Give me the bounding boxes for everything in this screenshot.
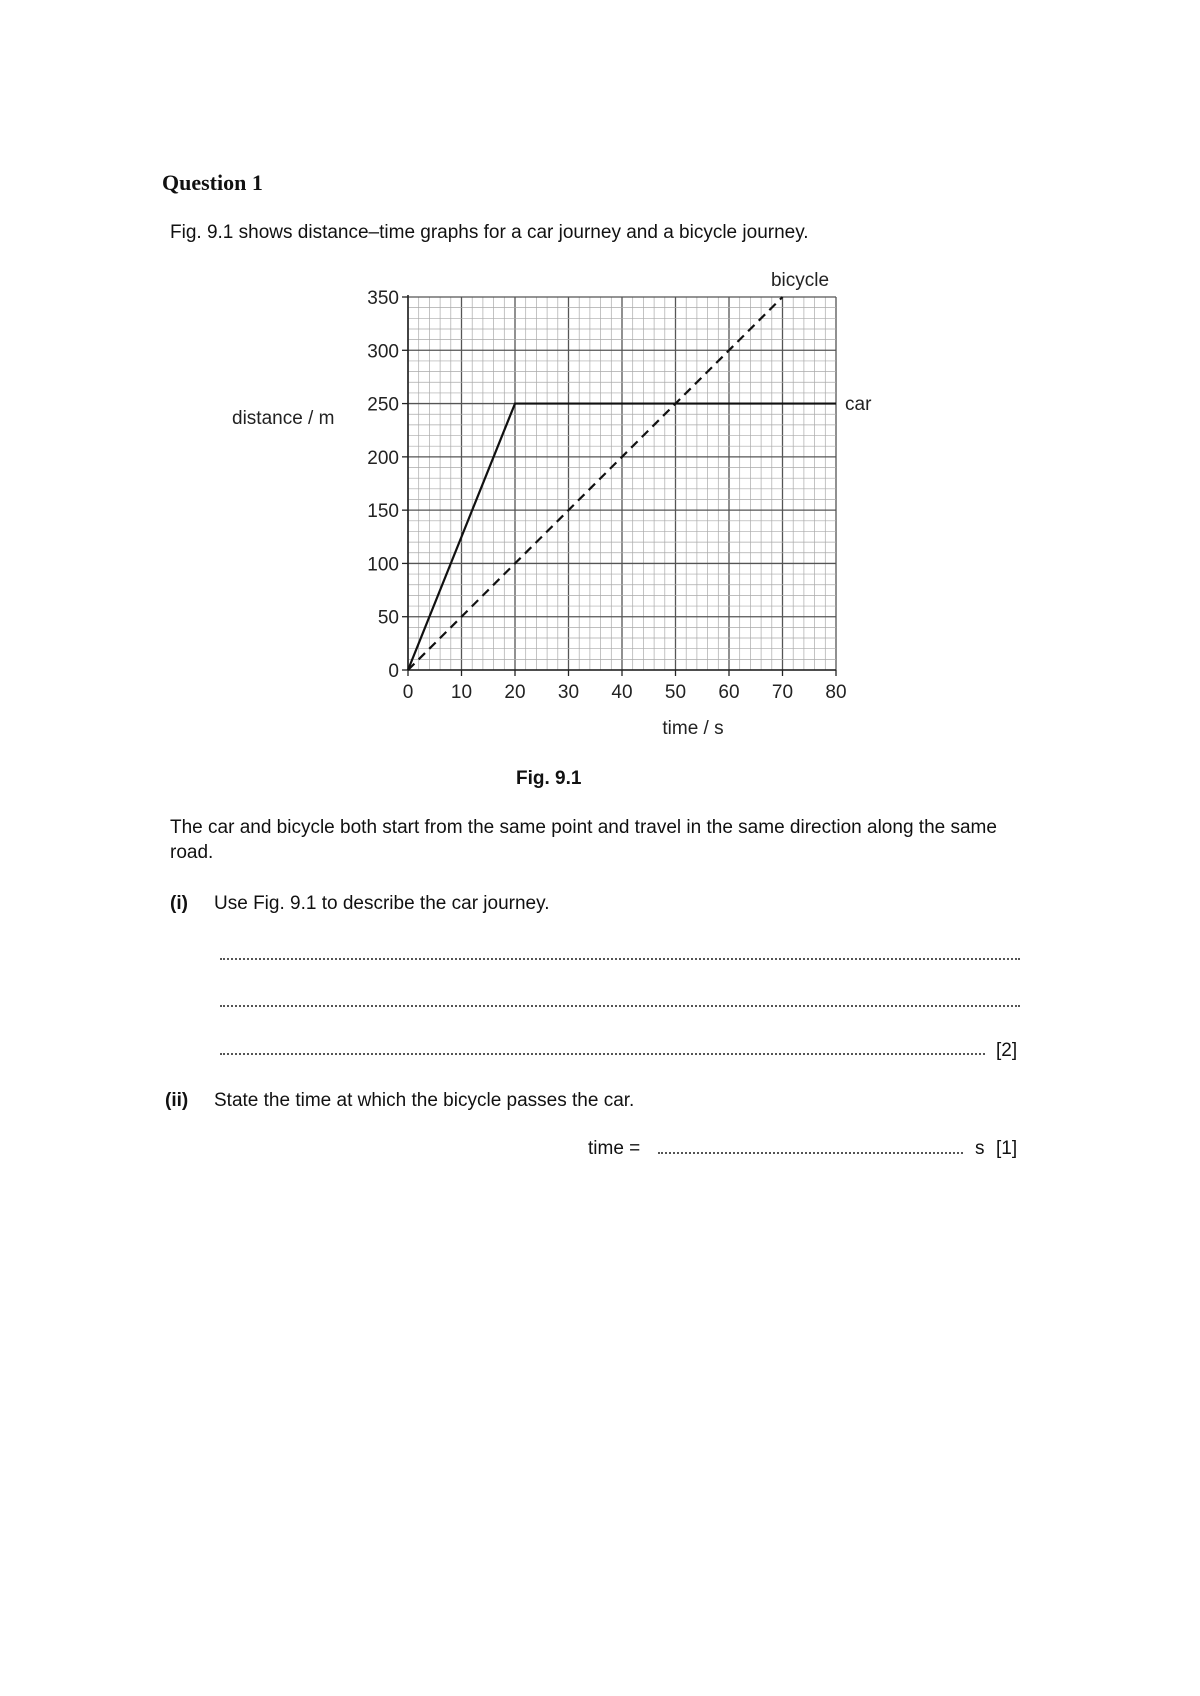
y-tick-label: 0 xyxy=(388,661,399,682)
chart-axes xyxy=(402,295,836,676)
part-ii-marks: [1] xyxy=(996,1138,1018,1159)
part-i-label: (i) xyxy=(170,893,188,914)
x-tick-label: 30 xyxy=(557,682,580,703)
figure-caption: Fig. 9.1 xyxy=(516,768,582,789)
y-tick-label: 350 xyxy=(367,288,399,309)
x-tick-label: 50 xyxy=(664,682,687,703)
x-tick-label: 20 xyxy=(504,682,526,703)
x-tick-label: 10 xyxy=(450,682,473,703)
x-tick-label: 70 xyxy=(771,682,794,703)
x-tick-label: 40 xyxy=(611,682,633,703)
part-ii-label: (ii) xyxy=(165,1090,189,1111)
y-tick-label: 150 xyxy=(367,501,399,523)
series-line-bicycle xyxy=(408,297,783,670)
y-tick-label: 50 xyxy=(377,607,399,629)
part-i-marks: [2] xyxy=(996,1040,1018,1061)
y-tick-label: 300 xyxy=(367,341,399,363)
answer-line-3[interactable] xyxy=(220,1053,985,1055)
part-ii-question: State the time at which the bicycle passes the car. xyxy=(214,1090,635,1111)
part-i-question: Use Fig. 9.1 to describe the car journey. xyxy=(214,893,550,914)
x-tick-label: 0 xyxy=(402,682,414,703)
time-answer-field[interactable] xyxy=(658,1152,963,1154)
answer-line-1[interactable] xyxy=(220,958,1020,960)
x-tick-label: 60 xyxy=(718,682,740,703)
y-tick-label: 250 xyxy=(367,394,399,416)
chart-grid xyxy=(408,297,836,670)
y-tick-label: 200 xyxy=(367,447,399,469)
answer-line-2[interactable] xyxy=(220,1005,1020,1007)
x-tick-label: 80 xyxy=(825,682,847,703)
series-label-bicycle: bicycle xyxy=(770,270,830,291)
question-title: Question 1 xyxy=(162,170,263,195)
y-axis-label: distance / m xyxy=(232,408,335,429)
answer-unit: s xyxy=(975,1138,985,1159)
y-tick-label: 100 xyxy=(367,554,399,576)
distance-time-chart xyxy=(0,0,1200,760)
x-axis-label: time / s xyxy=(662,718,724,739)
answer-prefix: time = xyxy=(588,1138,641,1159)
intro-text: Fig. 9.1 shows distance–time graphs for a car journey and a bicycle journey. xyxy=(170,222,809,243)
series-label-car: car xyxy=(845,394,872,415)
context-paragraph: The car and bicycle both start from the same point and travel in the same direction along the same road. xyxy=(170,817,997,863)
